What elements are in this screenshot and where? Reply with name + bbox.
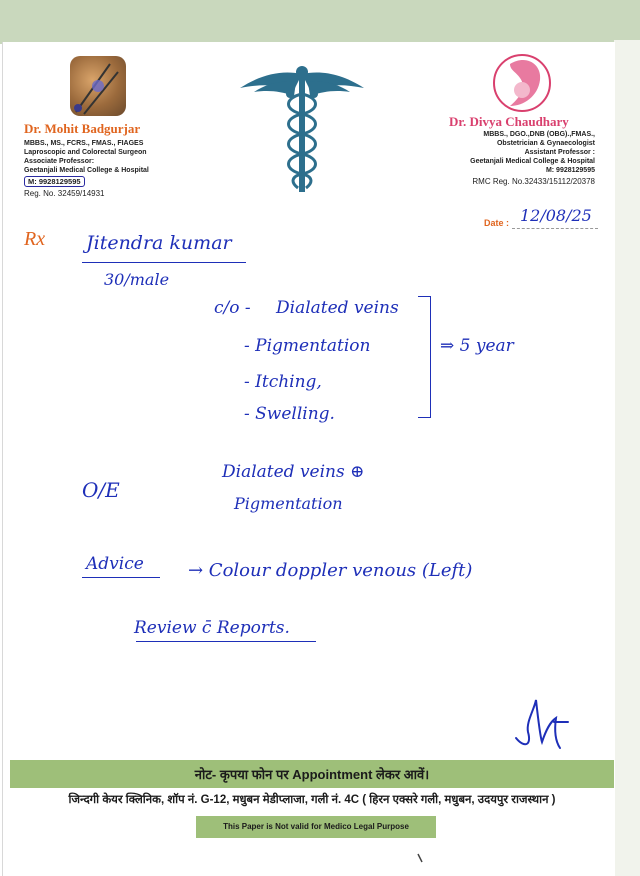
complaint-item: Dialated veins [276,298,399,318]
patient-age-sex: 30/male [104,270,170,289]
exam-label: O/E [82,478,120,502]
complaints-bracket [418,296,431,418]
right-doctor-designation: Assistant Professor : [524,149,595,156]
review-note: Review c̄ Reports. [134,618,290,638]
complaint-item: - Pigmentation [244,336,371,356]
right-doctor-details [395,130,595,186]
right-doctor-phone: M: 9928129595 [545,167,595,174]
exam-finding: Dialated veins ⊕ [222,462,365,482]
advice-item: → Colour doppler venous (Left) [188,560,473,581]
complaint-duration: ⇒ 5 year [440,336,514,356]
footer-legal-notice: This Paper is Not valid for Medico Legal Purpose [196,816,436,838]
left-doctor-hospital: Geetanjali Medical College & Hospital [24,167,149,174]
date-value: 12/08/25 [520,206,592,225]
surgeon-photo-icon [70,56,126,116]
footer-address: जिन्दगी केयर क्लिनिक, शॉप नं. G-12, मधुबन मेडीप्लाजा, गली नं. 4C ( हिरन एक्सरे गली, मधुबन, उदयपुर राजस्थान ) [68,794,556,806]
left-doctor-name: Dr. Mohit Badgurjar [24,121,141,136]
rx-symbol: Rx [24,228,46,250]
page-edge [614,40,640,876]
top-green-strip [0,0,640,44]
left-doctor-specialty: Laproscopic and Colorectal Surgeon [24,149,147,156]
date-line [512,228,598,229]
left-doctor-details [24,139,214,198]
review-underline [136,641,316,642]
ink-smudge [416,850,424,860]
complaints-prefix: c/o - [214,298,251,318]
patient-name-underline [82,262,246,263]
exam-finding: Pigmentation [234,494,343,513]
complaint-item: - Itching, [244,372,322,392]
right-doctor-name: Dr. Divya Chaudhary [449,114,569,129]
caduceus-icon [232,60,372,205]
right-doctor-degrees: MBBS., DGO.,DNB (OBG).,FMAS., [483,131,595,138]
right-doctor-specialty: Obstetrician & Gynaecologist [496,140,595,147]
right-doctor-hospital: Geetanjali Medical College & Hospital [470,158,595,165]
advice-underline [82,577,160,578]
date-label: Date : [484,218,510,228]
patient-name: Jitendra kumar [86,232,232,254]
signature [510,692,580,761]
right-doctor-reg: RMC Reg. No.32433/15112/20378 [472,177,595,186]
left-doctor-degrees: MBBS., MS., FCRS., FMAS., FIAGES [24,140,144,147]
left-doctor-reg: Reg. No. 32459/14931 [24,189,105,198]
footer-note: नोट- कृपया फोन पर Appointment लेकर आवें। [194,767,430,782]
advice-label: Advice [86,554,144,574]
mother-baby-icon [492,50,552,121]
complaint-item: - Swelling. [244,404,335,424]
left-doctor-phone: M: 9928129595 [24,176,85,187]
left-doctor-designation: Associate Professor: [24,158,95,165]
